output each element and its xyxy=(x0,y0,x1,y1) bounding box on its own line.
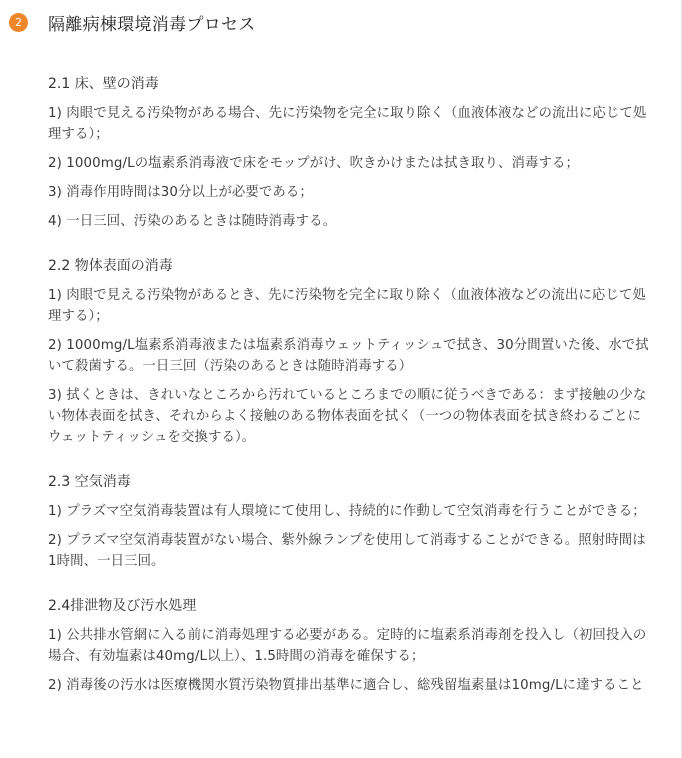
list-item: 2) 1000mg/L塩素系消毒液または塩素系消毒ウェットティッシュで拭き、30分間置いた後、水で拭いて殺菌する。一日三回（汚染のあるときは随時消毒する） xyxy=(48,338,649,374)
page-title: 隔離病棟環境消毒プロセス xyxy=(48,14,256,35)
list-item: 3) 拭くときは、きれいなところから汚れているところまでの順に従うべきである：まず接触の少ない物体表面を拭き、それからよく接触のある物体表面を拭く（一つの物体表面を拭き終わるごとにウェットティッシュを交換する）。 xyxy=(48,388,647,445)
section-title: 2.3 空気消毒 xyxy=(48,474,131,490)
list-item: 1) 肉眼で見える汚染物があるとき、先に汚染物を完全に取り除く（血液体液などの流出に応じて処理する）； xyxy=(48,288,646,324)
list-item: 2) 消毒後の汚水は医療機関水質汚染物質排出基準に適合し、総残留塩素量は10mg/Lに達すること xyxy=(48,678,644,693)
list-item: 1) 肉眼で見える汚染物がある場合、先に汚染物を完全に取り除く（血液体液などの流出に応じて処理する）； xyxy=(48,106,647,142)
list-item: 2) 1000mg/Lの塩素系消毒液で床をモップがけ、吹きかけまたは拭き取り、消毒する； xyxy=(48,156,579,171)
section-number-badge: 2 xyxy=(9,13,28,32)
list-item: 3) 消毒作用時間は30分以上が必要である； xyxy=(48,185,313,200)
list-item: 2) プラズマ空気消毒装置がない場合、紫外線ランプを使用して消毒することができる。照射時間は1時間、一日三回。 xyxy=(48,533,646,569)
section-waste-water xyxy=(48,596,654,696)
section-header xyxy=(9,9,256,35)
section-title: 2.4排泄物及び汚水処理 xyxy=(48,598,197,614)
section-floor-wall xyxy=(48,74,654,232)
list-item: 1) プラズマ空気消毒装置は有人環境にて使用し、持続的に作動して空気消毒を行うことができる； xyxy=(48,504,646,519)
list-item: 4) 一日三回、汚染のあるときは随時消毒する。 xyxy=(48,214,337,229)
list-item: 1) 公共排水管網に入る前に消毒処理する必要がある。定時的に塩素系消毒剤を投入し（初回投入の場合、有効塩素は40mg/L以上）、1.5時間の消毒を確保する； xyxy=(48,628,647,664)
document-content xyxy=(48,74,654,704)
section-object-surface xyxy=(48,256,654,448)
section-air-disinfection xyxy=(48,472,654,572)
section-title: 2.1 床、壁の消毒 xyxy=(48,76,159,92)
section-title: 2.2 物体表面の消毒 xyxy=(48,258,173,274)
